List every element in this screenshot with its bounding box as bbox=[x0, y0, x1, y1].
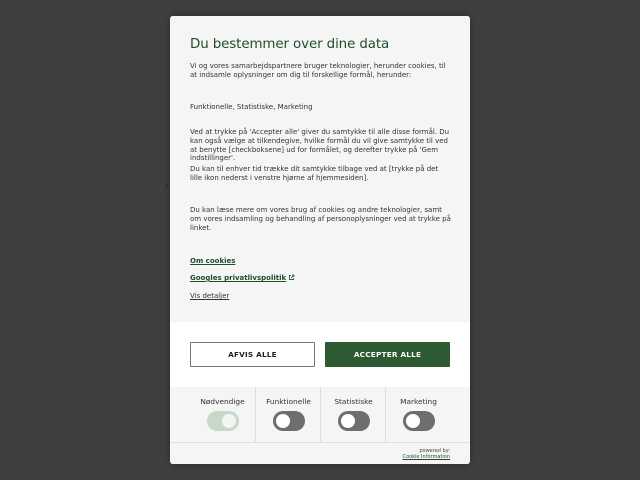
consent-toggles bbox=[170, 387, 470, 442]
google-privacy-link[interactable] bbox=[190, 274, 295, 282]
switch-knob bbox=[276, 414, 290, 428]
consent-text-1: Ved at trykke på 'Accepter alle' giver du samtykke til alle disse formål. Du kan også vælge at tilkendegive, hvilke formål du vil give samtykke til ved at benytte [checkboksene] ud for formålet, og derefter trykke på 'Gem indstillinger'. bbox=[190, 128, 450, 163]
marketing-switch[interactable] bbox=[403, 411, 435, 431]
necessary-switch bbox=[207, 411, 239, 431]
switch-knob bbox=[406, 414, 420, 428]
google-privacy-link-label: Googles privatlivspolitik bbox=[190, 274, 287, 282]
cookie-consent-dialog bbox=[170, 16, 470, 464]
switch-knob bbox=[341, 414, 355, 428]
consent-text-2: Du kan til enhver tid trække dit samtykke tilbage ved at [trykke på det lille ikon nederst i venstre hjørne af hjemmesiden]. bbox=[190, 165, 439, 182]
functional-switch[interactable] bbox=[273, 411, 305, 431]
toggle-label: Statistiske bbox=[334, 397, 373, 406]
toggle-label: Marketing bbox=[400, 397, 437, 406]
toggle-necessary bbox=[190, 387, 255, 442]
about-cookies-link[interactable]: Om cookies bbox=[190, 257, 236, 265]
accept-all-button[interactable]: ACCEPTER ALLE bbox=[325, 342, 450, 367]
dialog-title: Du bestemmer over dine data bbox=[190, 37, 390, 52]
switch-knob bbox=[222, 414, 236, 428]
toggle-label: Nødvendige bbox=[200, 397, 245, 406]
button-area bbox=[170, 322, 470, 387]
more-info-text: Du kan læse mere om vores brug af cookies og andre teknologier, samt om vores indsamling og behandling af personoplysninger ved at trykke på linket. bbox=[190, 206, 451, 232]
powered-by-label: powered by: bbox=[419, 448, 450, 454]
toggle-functional bbox=[255, 387, 321, 442]
external-link-icon bbox=[288, 274, 295, 281]
toggle-marketing bbox=[385, 387, 451, 442]
statistics-switch[interactable] bbox=[338, 411, 370, 431]
toggle-label: Funktionelle bbox=[266, 397, 311, 406]
dialog-content bbox=[170, 16, 470, 322]
show-details-link[interactable]: Vis detaljer bbox=[190, 292, 230, 300]
intro-text: Vi og vores samarbejdspartnere bruger teknologier, herunder cookies, til at indsamle oplysninger om dig til forskellige formål, herunder: bbox=[190, 62, 446, 79]
dialog-footer bbox=[170, 442, 470, 464]
decline-all-button[interactable]: AFVIS ALLE bbox=[190, 342, 315, 367]
cookie-information-link[interactable]: Cookie Information bbox=[402, 454, 450, 460]
powered-by bbox=[402, 448, 450, 460]
purposes-text: Funktionelle, Statistiske, Marketing bbox=[190, 103, 313, 111]
toggle-statistics bbox=[320, 387, 386, 442]
